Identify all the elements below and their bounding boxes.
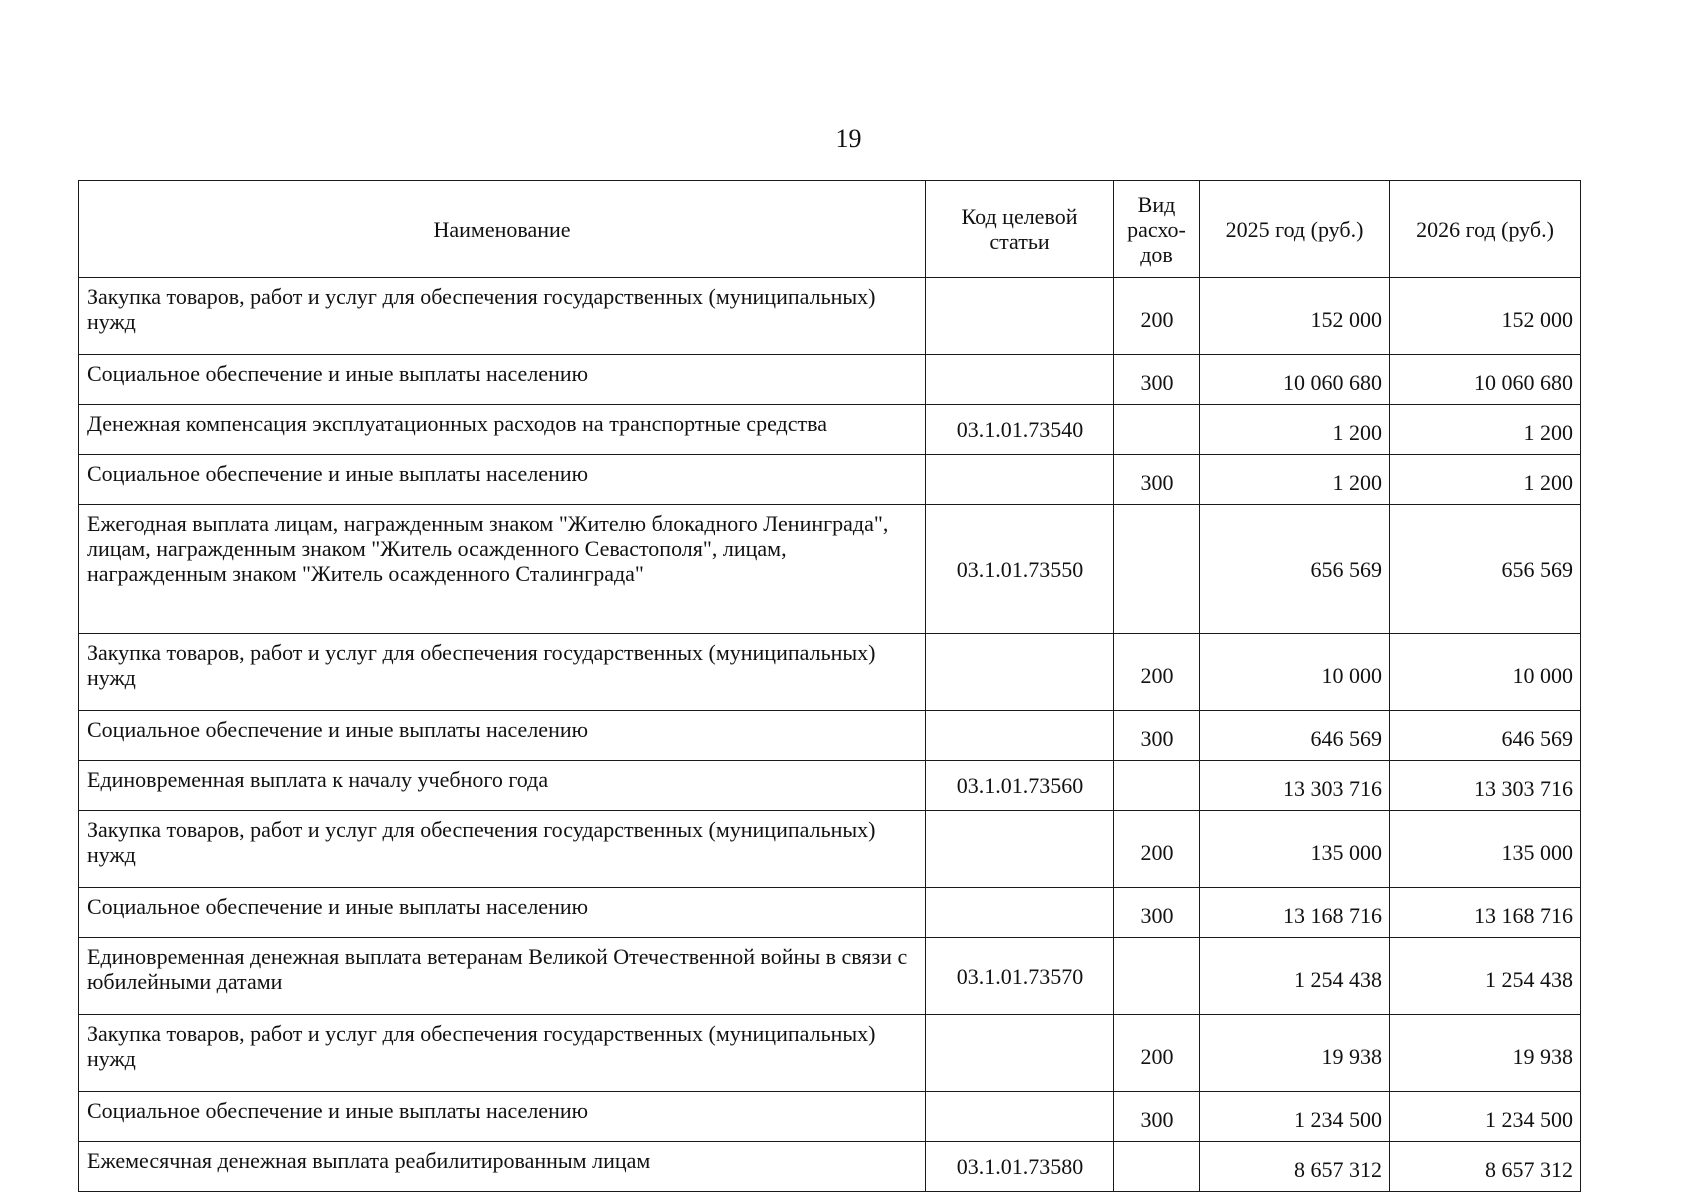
budget-table-container (78, 180, 1580, 1192)
row-code (926, 811, 1114, 888)
table-header-row (79, 181, 1581, 278)
table-row (79, 634, 1581, 711)
row-value-2025: 13 303 716 (1200, 761, 1390, 811)
row-code (926, 634, 1114, 711)
row-value-2026: 10 000 (1390, 634, 1581, 711)
row-value-2025: 1 254 438 (1200, 938, 1390, 1015)
row-value-2025: 135 000 (1200, 811, 1390, 888)
row-name: Социальное обеспечение и иные выплаты населению (79, 1092, 926, 1142)
table-row (79, 761, 1581, 811)
row-code (926, 355, 1114, 405)
table-row (79, 505, 1581, 634)
table-row (79, 1092, 1581, 1142)
row-value-2025: 1 200 (1200, 455, 1390, 505)
row-kind: 300 (1114, 355, 1200, 405)
page-number: 19 (835, 124, 862, 153)
row-code: 03.1.01.73570 (926, 938, 1114, 1015)
row-name: Ежемесячная денежная выплата реабилитированным лицам (79, 1142, 926, 1192)
row-value-2026: 10 060 680 (1390, 355, 1581, 405)
table-row (79, 938, 1581, 1015)
row-kind (1114, 505, 1200, 634)
row-code: 03.1.01.73560 (926, 761, 1114, 811)
row-code (926, 888, 1114, 938)
row-code (926, 1092, 1114, 1142)
row-kind: 300 (1114, 888, 1200, 938)
header-code: Код целевой статьи (926, 181, 1114, 278)
row-code (926, 711, 1114, 761)
table-row (79, 455, 1581, 505)
table-row (79, 711, 1581, 761)
row-name: Единовременная выплата к началу учебного года (79, 761, 926, 811)
table-row (79, 1015, 1581, 1092)
row-value-2026: 1 200 (1390, 405, 1581, 455)
table-row (79, 405, 1581, 455)
table-row (79, 811, 1581, 888)
row-name: Закупка товаров, работ и услуг для обеспечения государственных (муниципальных) нужд (79, 634, 926, 711)
table-row (79, 355, 1581, 405)
row-code: 03.1.01.73550 (926, 505, 1114, 634)
row-name: Денежная компенсация эксплуатационных расходов на транспортные средства (79, 405, 926, 455)
table-row (79, 1142, 1581, 1192)
header-year-2026: 2026 год (руб.) (1390, 181, 1581, 278)
row-kind: 200 (1114, 634, 1200, 711)
row-value-2026: 656 569 (1390, 505, 1581, 634)
row-kind: 200 (1114, 811, 1200, 888)
row-value-2026: 152 000 (1390, 278, 1581, 355)
row-code (926, 1015, 1114, 1092)
row-name: Закупка товаров, работ и услуг для обеспечения государственных (муниципальных) нужд (79, 811, 926, 888)
row-value-2026: 1 200 (1390, 455, 1581, 505)
row-kind (1114, 761, 1200, 811)
row-value-2025: 646 569 (1200, 711, 1390, 761)
row-name: Ежегодная выплата лицам, награжденным знаком "Жителю блокадного Ленинграда", лицам, награжденным знаком "Житель осажденного Севастополя", лицам, награжденным знаком "Житель осажденного Сталинграда" (79, 505, 926, 634)
row-code: 03.1.01.73580 (926, 1142, 1114, 1192)
row-name: Социальное обеспечение и иные выплаты населению (79, 355, 926, 405)
row-code: 03.1.01.73540 (926, 405, 1114, 455)
row-kind (1114, 1142, 1200, 1192)
row-value-2026: 8 657 312 (1390, 1142, 1581, 1192)
row-kind (1114, 405, 1200, 455)
row-kind: 200 (1114, 1015, 1200, 1092)
row-kind: 300 (1114, 711, 1200, 761)
row-value-2025: 1 200 (1200, 405, 1390, 455)
row-value-2025: 13 168 716 (1200, 888, 1390, 938)
row-value-2026: 646 569 (1390, 711, 1581, 761)
row-value-2025: 10 000 (1200, 634, 1390, 711)
row-value-2026: 1 234 500 (1390, 1092, 1581, 1142)
row-value-2025: 152 000 (1200, 278, 1390, 355)
row-value-2026: 13 168 716 (1390, 888, 1581, 938)
row-value-2025: 19 938 (1200, 1015, 1390, 1092)
row-value-2026: 13 303 716 (1390, 761, 1581, 811)
budget-table (78, 180, 1581, 1192)
row-name: Закупка товаров, работ и услуг для обеспечения государственных (муниципальных) нужд (79, 1015, 926, 1092)
row-name: Единовременная денежная выплата ветеранам Великой Отечественной войны в связи с юбилейными датами (79, 938, 926, 1015)
row-value-2026: 135 000 (1390, 811, 1581, 888)
row-value-2025: 656 569 (1200, 505, 1390, 634)
table-row (79, 888, 1581, 938)
row-name: Социальное обеспечение и иные выплаты населению (79, 711, 926, 761)
header-kind: Вид расхо-дов (1114, 181, 1200, 278)
row-name: Социальное обеспечение и иные выплаты населению (79, 455, 926, 505)
row-value-2025: 1 234 500 (1200, 1092, 1390, 1142)
row-kind: 200 (1114, 278, 1200, 355)
row-kind: 300 (1114, 455, 1200, 505)
header-year-2025: 2025 год (руб.) (1200, 181, 1390, 278)
header-name: Наименование (79, 181, 926, 278)
row-value-2026: 19 938 (1390, 1015, 1581, 1092)
row-name: Социальное обеспечение и иные выплаты населению (79, 888, 926, 938)
row-code (926, 455, 1114, 505)
row-kind (1114, 938, 1200, 1015)
row-kind: 300 (1114, 1092, 1200, 1142)
row-code (926, 278, 1114, 355)
row-value-2025: 8 657 312 (1200, 1142, 1390, 1192)
row-name: Закупка товаров, работ и услуг для обеспечения государственных (муниципальных) нужд (79, 278, 926, 355)
table-row (79, 278, 1581, 355)
row-value-2025: 10 060 680 (1200, 355, 1390, 405)
row-value-2026: 1 254 438 (1390, 938, 1581, 1015)
